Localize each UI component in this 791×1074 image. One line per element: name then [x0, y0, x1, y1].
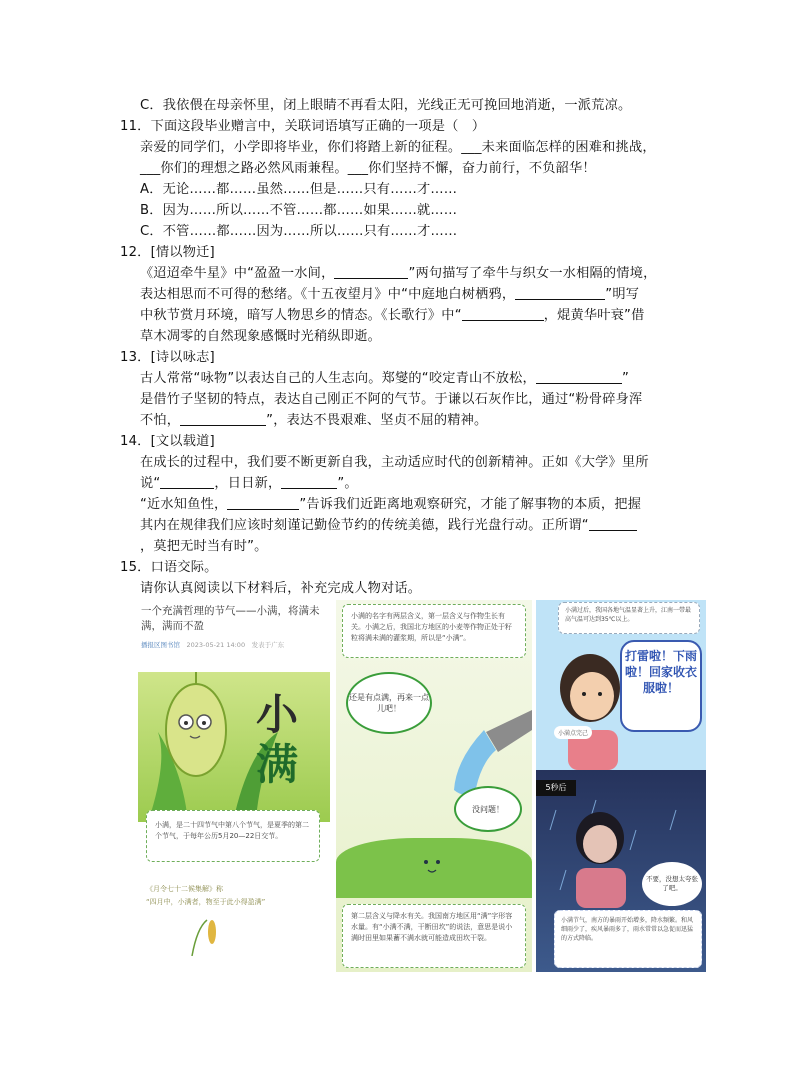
comic-panel-2 — [336, 600, 532, 972]
q14-line-2: 说“ ，日日新， ”。 — [140, 476, 358, 491]
q13-line-2: 是借竹子坚韧的特点，表达自己刚正不阿的气节。于谦以石灰作比，通过“粉骨碎身浑 — [140, 392, 643, 407]
q12-line-1: 《迢迢牵牛星》中“盈盈一水间， ”两句描写了牵牛与织女一水相隔的情境， — [140, 266, 657, 281]
panel2-bottom-box — [342, 904, 526, 968]
panel2-top-box — [342, 604, 526, 658]
intro-box — [146, 810, 320, 862]
answer-blank[interactable] — [462, 306, 544, 321]
panel3-bottom-text: 小满节气，南方的暴雨开始增多，降水频繁。和风细雨少了，疾风暴雨多了，雨水常常以急促而迅猛的方式降临。 — [561, 917, 694, 942]
speech-bubble-rain: 不要，没想太夸张了吧。 — [642, 862, 702, 906]
question-13: 13．[诗以咏志] — [120, 350, 215, 365]
question-14: 14．[文以载道] — [120, 434, 215, 449]
panel3-sunny-scene — [536, 600, 706, 770]
comic-panel-3 — [536, 600, 706, 972]
article-title: 一个充满哲理的节气——小满，将满未满，满而不盈 — [141, 605, 320, 632]
q14-line-5: ，莫把无时当有时”。 — [140, 539, 268, 554]
panel3-top-text: 小满过后，我国各地气温显著上升，江南一带最高气温可达到35℃以上。 — [565, 607, 692, 623]
question-11: 11．下面这段毕业赠言中，关联词语填写正确的一项是（ ） — [120, 119, 486, 134]
option-c-prev: C．我依偎在母亲怀里，闭上眼睛不再看太阳，光线正无可挽回地消逝，一派荒凉。 — [140, 98, 632, 113]
quote-text: “四月中，小满者，物至于此小得盈满” — [146, 898, 266, 906]
rice-plant-icon — [182, 918, 232, 956]
big-char-xiao: 小 — [256, 690, 299, 739]
answer-blank[interactable] — [589, 516, 637, 531]
q14-line-1: 在成长的过程中，我们要不断更新自我，主动适应时代的创新精神。正如《大学》里所 — [140, 455, 649, 470]
wheat-field-illustration — [138, 672, 330, 822]
small-label: 小満点完己 — [554, 726, 592, 739]
answer-blank[interactable] — [227, 495, 299, 510]
q13-line-3: 不怕， ”，表达不畏艰难、坚贞不屈的精神。 — [140, 413, 488, 428]
shout-bubble: 打雷啦！下雨啦！回家收衣服啦！ — [620, 640, 702, 732]
panel2-top-text: 小满的名字有两层含义，第一层含义与作物生长有关。小满之后，我国北方地区的小麦等作物正处于籽粒将满未满的灌浆期，所以是“小满”。 — [351, 612, 512, 642]
q13-line-1: 古人常常“咏物”以表达自己的人生志向。郑燮的“咬定青山不放松， ” — [140, 371, 629, 386]
time-tag: 5秒后 — [536, 780, 576, 796]
question-12: 12．[情以物迁] — [120, 245, 215, 260]
panel3-rain-scene — [536, 770, 706, 972]
panel3-bottom-box — [554, 910, 702, 968]
speech-bubble-more: 还是有点满，再来一点儿吧！ — [346, 672, 432, 734]
q12-line-2: 表达相思而不可得的愁绪。《十五夜望月》中“中庭地白树栖鸦， ”明写 — [140, 287, 640, 302]
q14-line-4: 其内在规律我们应该时刻谨记勤俭节约的传统美德，践行光盘行动。正所谓“ — [140, 516, 637, 536]
answer-blank[interactable] — [180, 411, 266, 426]
article-time: 2023-05-21 14:00 发表于广东 — [186, 641, 285, 649]
q14-line-3: “近水知鱼性， ”告诉我们近距离地观察研究，才能了解事物的本质，把握 — [140, 497, 642, 512]
answer-blank[interactable] — [515, 285, 605, 300]
answer-blank[interactable] — [160, 474, 214, 489]
wheat-character-icon — [138, 672, 330, 822]
intro-text: 小满，是二十四节气中第八个节气，是夏季的第二个节气，于每年公历5月20—22日交节。 — [155, 821, 309, 840]
comic-panel-1 — [138, 600, 330, 956]
q12-line-3: 中秋节赏月环境，暗写人物思乡的情态。《长歌行》中“ ，焜黄华叶衰”借 — [140, 308, 645, 323]
q12-line-4: 草木凋零的自然现象感慨时光稍纵即逝。 — [140, 329, 381, 344]
answer-blank[interactable] — [281, 474, 337, 489]
sprout-face-icon — [336, 838, 532, 898]
q11-option-a: A．无论……都……虽然……但是……只有……才…… — [140, 182, 458, 197]
q11-option-c: C．不管……都……因为……所以……只有……才…… — [140, 224, 458, 239]
panel2-bottom-text: 第二层含义与降水有关。我国南方地区用“满”字形容水量。有“小满不满，干断田坎”的说法，意思是说小满时田里如果蓄不满水就可能造成田坎干裂。 — [351, 912, 513, 942]
q11-option-b: B．因为……所以……不管……都……如果……就…… — [140, 203, 458, 218]
big-char-man: 满 — [256, 740, 299, 789]
article-source: 播报区图书馆 — [141, 641, 180, 649]
q11-passage-1: 亲爱的同学们，小学即将毕业，你们将踏上新的征程。___未来面临怎样的困难和挑战， — [140, 140, 656, 155]
speech-bubble-ok: 没问题！ — [454, 786, 522, 832]
panel3-top-box — [558, 602, 700, 634]
answer-blank[interactable] — [536, 369, 622, 384]
q15-line-1: 请你认真阅读以下材料后，补充完成人物对话。 — [140, 581, 422, 596]
question-15: 15．口语交际。 — [120, 560, 218, 575]
quote-source: 《月令七十二候集解》称 — [146, 885, 223, 893]
q11-passage-2: ___你们的理想之路必然风雨兼程。___你们坚持不懈，奋力前行，不负韶华！ — [140, 161, 596, 176]
article-meta — [141, 640, 284, 649]
answer-blank[interactable] — [334, 264, 408, 279]
grass-hill — [336, 838, 532, 898]
